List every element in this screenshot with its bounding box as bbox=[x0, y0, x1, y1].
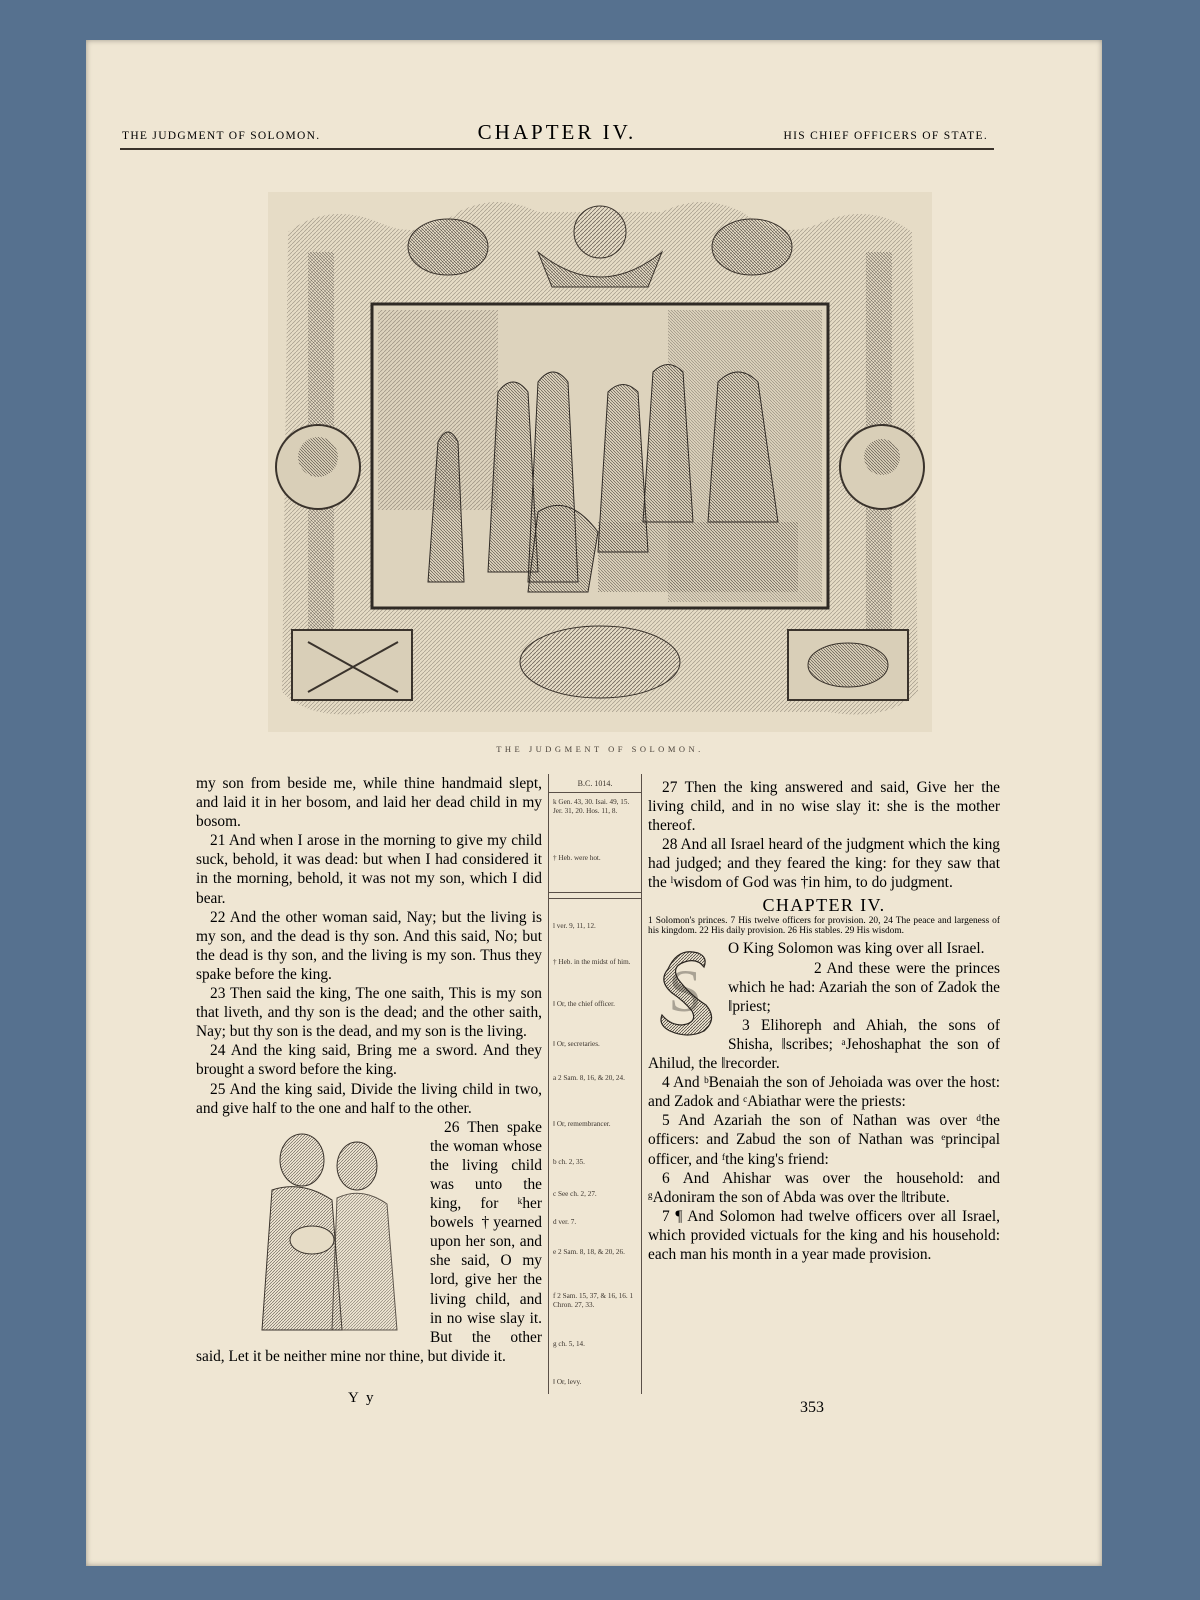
signature-mark: Y y bbox=[348, 1390, 376, 1406]
margin-note: e 2 Sam. 8, 18, & 20, 26. bbox=[553, 1248, 625, 1256]
verse-7: 7 ¶ And Solomon had twelve officers over all Israel, which provided victuals for the king and his household: each man his month in a year made provision. bbox=[648, 1207, 1000, 1263]
margin-rule bbox=[549, 892, 641, 893]
margin-note: d ver. 7. bbox=[553, 1218, 577, 1226]
verse-6: 6 And Ahishar was over the household: and ᵍAdoniram the son of Abda was over the ‖tribute. bbox=[648, 1169, 1000, 1206]
verse-21: 21 And when I arose in the morning to give my child suck, behold, it was dead: but when I had considered it in the morning, behold, it was not my son, which I did bear. bbox=[196, 832, 542, 907]
verse-23: 23 Then said the king, The one saith, This is my son that liveth, and thy son is the dead; and the other saith, Nay; but thy son is the dead, and my son is the living. bbox=[196, 985, 542, 1041]
running-head-left: THE JUDGMENT OF SOLOMON. bbox=[122, 130, 321, 142]
chapter-summary: 1 Solomon's princes. 7 His twelve officers for provision. 20, 24 The peace and largeness of his kingdom. 22 His daily provision. 26 His stables. 29 His wisdom. bbox=[648, 915, 1000, 937]
verse-3: 3 Elihoreph and Ahiah, the sons of Shisha, ‖scribes; ᵃJehoshaphat the son of Ahilud, the ‖recorder. bbox=[648, 1016, 1000, 1073]
verse-26: 26 Then spake the woman whose the living child was unto the king, for ᵏher bowels †yearned upon her son, and she said, O my lord, give her the living child, and in no wise slay it. But the other said, Let it be neither mine nor thine, but divide it. bbox=[196, 1118, 542, 1365]
margin-note: † Heb. in the midst of him. bbox=[553, 958, 631, 966]
illustration-caption: THE JUDGMENT OF SOLOMON. bbox=[496, 744, 704, 754]
ornamental-drop-cap bbox=[648, 939, 722, 1039]
margin-note: g ch. 5, 14. bbox=[553, 1340, 585, 1348]
marginal-references bbox=[548, 774, 642, 1394]
margin-note: † Heb. were hot. bbox=[553, 854, 601, 862]
verse-28: 28 And all Israel heard of the judgment which the king had judged; and they feared the king: for they saw that the ˡwisdom of God was †in him, to do judgment. bbox=[648, 836, 1000, 892]
verse-22: 22 And the other woman said, Nay; but the living is my son, and the dead is thy son. And this said, No; but the dead is thy son, and the living is my son. Thus they spake before the king. bbox=[196, 908, 542, 983]
judgment-of-solomon-engraving bbox=[268, 192, 932, 732]
margin-note: ‖ Or, the chief officer. bbox=[553, 1000, 615, 1008]
margin-note: ‖ Or, secretaries. bbox=[553, 1040, 600, 1048]
margin-note: l ver. 9, 11, 12. bbox=[553, 922, 596, 930]
verse-5: 5 And Azariah the son of Nathan was over ᵈthe officers: and Zabud the son of Nathan was ᵉprincipal officer, and ᶠthe king's friend: bbox=[648, 1112, 1000, 1168]
verse-1: O King Solomon was king over all Israel. bbox=[728, 940, 985, 958]
left-text-column bbox=[196, 774, 542, 1366]
running-head-right: HIS CHIEF OFFICERS OF STATE. bbox=[783, 130, 988, 142]
margin-note: a 2 Sam. 8, 16, & 20, 24. bbox=[553, 1074, 625, 1082]
right-text-column bbox=[648, 778, 1000, 1264]
verse-24: 24 And the king said, Bring me a sword. And they brought a sword before the king. bbox=[196, 1042, 542, 1079]
verse-27: 27 Then the king answered and said, Give her the living child, and in no wise slay it: she is the mother thereof. bbox=[648, 779, 1000, 835]
margin-rule bbox=[549, 898, 641, 899]
margin-date: B.C. 1014. bbox=[577, 779, 613, 788]
verse-25: 25 And the king said, Divide the living child in two, and give half to the one and half to the other. bbox=[196, 1080, 542, 1117]
chapter-heading: CHAPTER IV. bbox=[762, 894, 886, 915]
margin-note: f 2 Sam. 15, 37, & 16, 16. 1 Chron. 27, 33. bbox=[553, 1292, 634, 1309]
verse-text: my son from beside me, while thine handmaid slept, and laid it in her bosom, and laid her dead child in my bosom. bbox=[196, 775, 542, 831]
margin-note: k Gen. 43, 30. Isai. 49, 15. Jer. 31, 20. Hos. 11, 8. bbox=[553, 798, 630, 815]
margin-note: c See ch. 2, 27. bbox=[553, 1190, 597, 1198]
women-with-child-vignette bbox=[242, 1120, 422, 1340]
margin-note: b ch. 2, 35. bbox=[553, 1158, 585, 1166]
page-number: 353 bbox=[800, 1399, 824, 1416]
drop-cap-letter: S bbox=[668, 958, 702, 1025]
verse-2: 2 And these were the princes which he had: Azariah the son of Zadok the ‖priest; bbox=[728, 959, 1000, 1015]
verse-4: 4 And ᵇBenaiah the son of Jehoiada was over the host: and Zadok and ᶜAbiathar were the priests: bbox=[648, 1074, 1000, 1111]
margin-note: ‖ Or, remembrancer. bbox=[553, 1120, 611, 1128]
running-head bbox=[120, 118, 994, 150]
margin-rule bbox=[549, 792, 641, 793]
margin-note: ‖ Or, levy. bbox=[553, 1378, 582, 1386]
chapter-title: CHAPTER IV. bbox=[477, 120, 637, 144]
